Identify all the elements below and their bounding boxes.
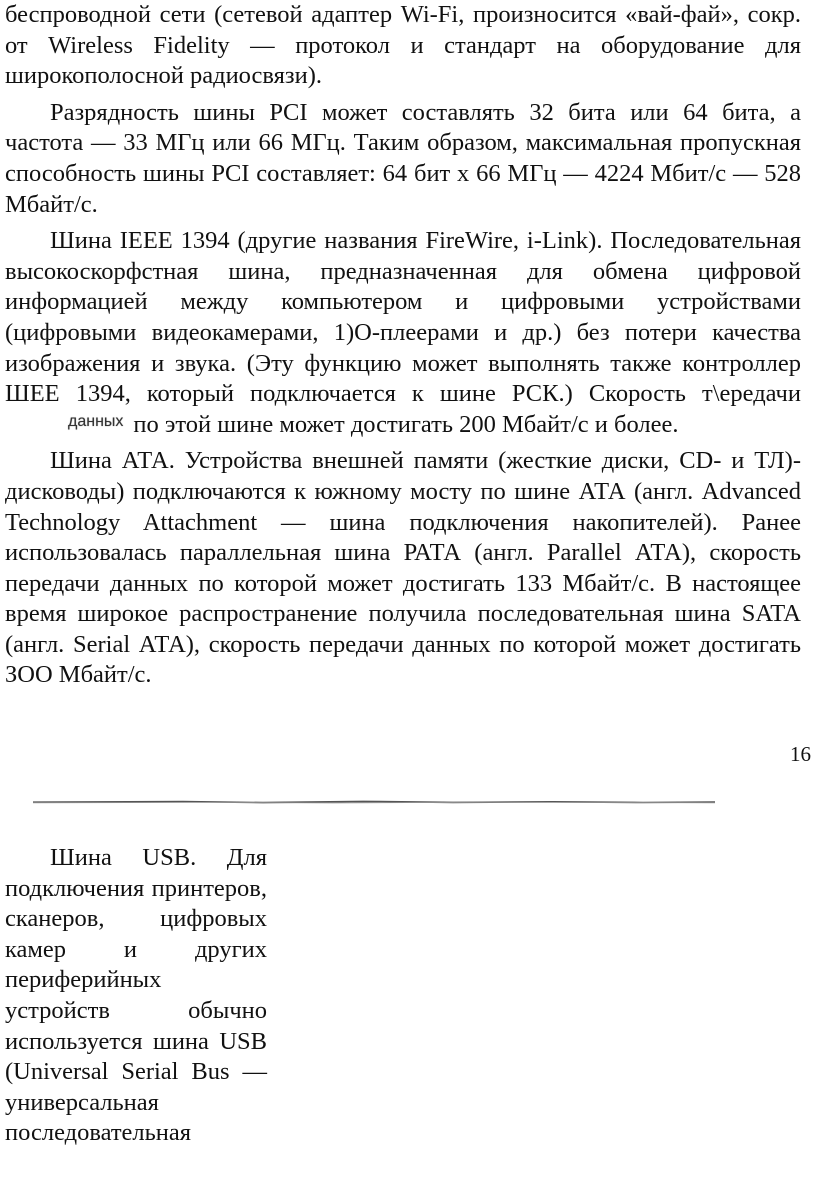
paragraph-ata: Шина АТА. Устройства внешней памяти (жесткие диски, CD- и ТЛ)-дисководы) подключаются к южному мосту по шине АТА (англ. Advanced Technology Attachment — шина подключения накопителей). Ранее использовалась параллельная шина РАТА (англ. Parallel АТА), скорость передачи данных по которой может достигать 133 Мбайт/с. В настоящее время широкое распространение получила последовательная шина SATA (англ. Serial АТА), скорость передачи данных по которой может достигать ЗОО Мбайт/с.: [5, 447, 801, 689]
paragraph-pci: Разрядность шины PCI может составлять 32 бита или 64 бита, а частота — 33 МГц или 66 МГц. Таким образом, максимальная пропускная способность шины PCI составляет: 64 бит х 66 МГц — 4224 Мбит/с — 528 Мбайт/с.: [5, 98, 801, 218]
divider-line: [33, 799, 715, 805]
inline-word-image: данных: [68, 412, 124, 430]
paragraph-usb: Шина USB. Для подключения принтеров, сканеров, цифровых камер и других периферийных устройств обычно используется шина USB (Universal Serial Bus — универсальная последовательная: [5, 844, 267, 1147]
page-number: 16: [790, 742, 811, 766]
side-text-block: [5, 843, 267, 1149]
paragraph-ieee1394: [5, 226, 801, 440]
paragraph-ieee1394-text: Шина IEEE 1394 (другие названия FireWire, i-Link). Последовательная высокоскорфстная шина, предназначенная для обмена цифровой информацией между компьютером и цифровыми устройствами (цифровыми видеокамерами, 1)О-плеерами и др.) без потери качества изображения и звука. (Эту функцию может выполнять также контроллер ШЕЕ 1394, который подключается к шине РСК.) Скорость т\ередачи: [5, 227, 801, 408]
horizontal-divider: [33, 799, 715, 805]
paragraph-ieee1394-tail: по этой шине может достигать 200 Мбайт/с и более.: [133, 410, 679, 438]
main-text-block: [5, 0, 801, 697]
paragraph-wifi: беспроводной сети (сетевой адаптер Wi-Fi, произносится «вай-фай», сокр. от Wireless Fidelity — протокол и стандарт на оборудование для широкополосной радиосвязи).: [5, 1, 801, 90]
